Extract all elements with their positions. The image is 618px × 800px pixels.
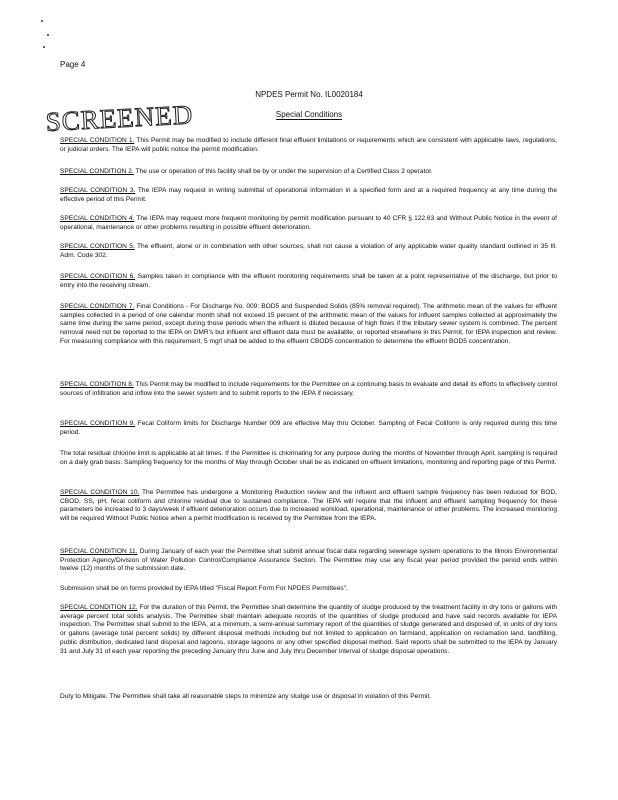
- special-condition-11: [60, 548, 557, 574]
- condition-text: The IEPA may request in writing submittal of operational information in a specified form and at a required frequency at any time during the effective period of this Permit.: [60, 187, 557, 203]
- special-condition-7: [60, 303, 557, 347]
- screened-stamp: SCREENED: [45, 99, 194, 137]
- condition-heading: SPECIAL CONDITION 9.: [60, 420, 136, 427]
- condition-text: The effluent, alone or in combination with other sources, shall not cause a violation of any applicable water quality standard outlined in 35 Ill. Adm. Code 302.: [60, 243, 557, 259]
- special-condition-1: [60, 137, 557, 154]
- condition-heading: SPECIAL CONDITION 10.: [60, 489, 140, 496]
- special-condition-2: [60, 168, 557, 177]
- condition-text: This Permit may be modified to include requirements for the Permittee on a continuing basis to evaluate and detail its efforts to effectively control sources of infiltration and inflow into the sewer system and to submit reports to the IEPA if necessary.: [60, 381, 557, 397]
- condition-heading: SPECIAL CONDITION 5.: [60, 243, 135, 250]
- submission-paragraph: [60, 585, 557, 594]
- page-number: Page 4: [60, 60, 86, 69]
- special-condition-10: [60, 489, 557, 524]
- condition-heading: SPECIAL CONDITION 1.: [60, 137, 135, 144]
- condition-heading: SPECIAL CONDITION 7.: [60, 303, 135, 310]
- special-condition-9: [60, 420, 557, 437]
- section-title-text: Special Conditions: [275, 110, 343, 119]
- condition-text: This Permit may be modified to include different final effluent limitations or requirements which are consistent with applicable laws, regulations, or judicial orders. The IEPA will public notice the permit modification.: [60, 137, 557, 153]
- special-condition-8: [60, 381, 557, 398]
- condition-text: During January of each year the Permittee shall submit annual fiscal data regarding sewerage system operations to the Illinois Environmental Protection Agency/Division of Water Pollution Control/Compliance Assurance Section. The Permittee may use any fiscal year period provided the period ends within twelve (12) months of the submission date.: [60, 548, 557, 573]
- condition-heading: SPECIAL CONDITION 4.: [60, 215, 135, 222]
- special-condition-12: [60, 604, 557, 656]
- paragraph-text: The total residual chlorine limit is applicable at all times. If the Permittee is chlorinating for any purpose during the months of November through April, sampling is required on a daily grab basis. Sampling frequency for the months of May through October shall be as indicated on effluent limitations, monitoring and reporting page of this Permit.: [60, 450, 557, 466]
- condition-heading: SPECIAL CONDITION 11.: [60, 548, 138, 555]
- chlorine-paragraph: [60, 450, 557, 467]
- condition-text: The use or operation of this facility shall be by or under the supervision of a Certified Class 2 operator.: [135, 168, 433, 175]
- condition-heading: SPECIAL CONDITION 12.: [60, 604, 138, 611]
- paragraph-text: Duty to Mitigate. The Permittee shall take all reasonable steps to minimize any sludge use or disposal in violation of this Permit.: [60, 693, 432, 700]
- condition-text: Final Conditions - For Discharge No. 009: BOD5 and Suspended Solids (85% removal required). The arithmetic mean of the values for effluent samples collected in a period of one calendar month shall not exceed 15 percent of the arithmetic mean of the values for influent samples collected at approximately the same time during the same period, except during those periods when the influent is diluted because of high flows if the tributary sewer system is combined. The percent removal need not be reported to the IEPA on DMR's but influent and effluent data must be available, or reported elsewhere in this Permit, for IEPA inspection and review. For measuring compliance with this requirement, 5 mg/l shall be added to the effluent CBOD5 concentration to determine the effluent BOD5 concentration.: [60, 303, 557, 345]
- permit-number: NPDES Permit No. IL0020184: [255, 90, 363, 99]
- special-condition-6: [60, 273, 557, 290]
- special-condition-4: [60, 215, 557, 232]
- condition-text: For the duration of this Permit, the Permittee shall determine the quantity of sludge produced by the treatment facility in dry tons or gallons with average percent total solids analysis. The Permittee shall maintain adequate records of the quantities of sludge produced and have said records available for IEPA inspection. The Permittee shall submit to the IEPA, at a minimum, a semi-annual summary report of the quantities of sludge generated and disposed of, in units of dry tons or gallons (average total percent solids) by different disposal methods including but not limited to application on farmland, application on reclamation land, landfilling, public distribution, dedicated land disposal and lagoons, storage lagoons or any other specified disposal method. Said reports shall be submitted to the IEPA by January 31 and July 31 of each year reporting the preceding January thru June and July thru December interval of sludge disposal operations.: [60, 604, 557, 655]
- condition-text: The IEPA may request more frequent monitoring by permit modification pursuant to 40 CFR § 122.63 and Without Public Notice in the event of operational, maintenance or other problems resulting in possible effluent deterioration.: [60, 215, 558, 231]
- condition-heading: SPECIAL CONDITION 2.: [60, 168, 134, 175]
- paragraph-text: Submission shall be on forms provided by IEPA titled "Fiscal Report Form For NPDES Permittees".: [60, 585, 348, 592]
- special-condition-5: [60, 243, 557, 260]
- condition-heading: SPECIAL CONDITION 6.: [60, 273, 136, 280]
- condition-heading: SPECIAL CONDITION 8.: [60, 381, 134, 388]
- condition-text: Samples taken in compliance with the effluent monitoring requirements shall be taken at a point representative of the discharge, but prior to entry into the receiving stream.: [60, 273, 557, 289]
- condition-heading: SPECIAL CONDITION 3.: [60, 187, 136, 194]
- special-condition-3: [60, 187, 557, 204]
- condition-text: The Permittee has undergone a Monitoring Reduction review and the influent and effluent sample frequency has been reduced for BOD, CBOD, SS, pH, fecal coliform and chlorine residual due to sustained compliance. The IEPA will require that the influent and effluent sampling frequency for these parameters be increased to 3 days/week if effluent deterioration occurs due to increased workload, operational, maintenance or other problems. The increased monitoring will be required Without Public Notice when a permit modification is received by the Permittee from the IEPA.: [60, 489, 557, 523]
- duty-to-mitigate-paragraph: [60, 693, 557, 702]
- condition-text: Fecal Coliform limits for Discharge Number 009 are effective May thru October. Sampling of Fecal Coliform is only required during this time period.: [60, 420, 557, 436]
